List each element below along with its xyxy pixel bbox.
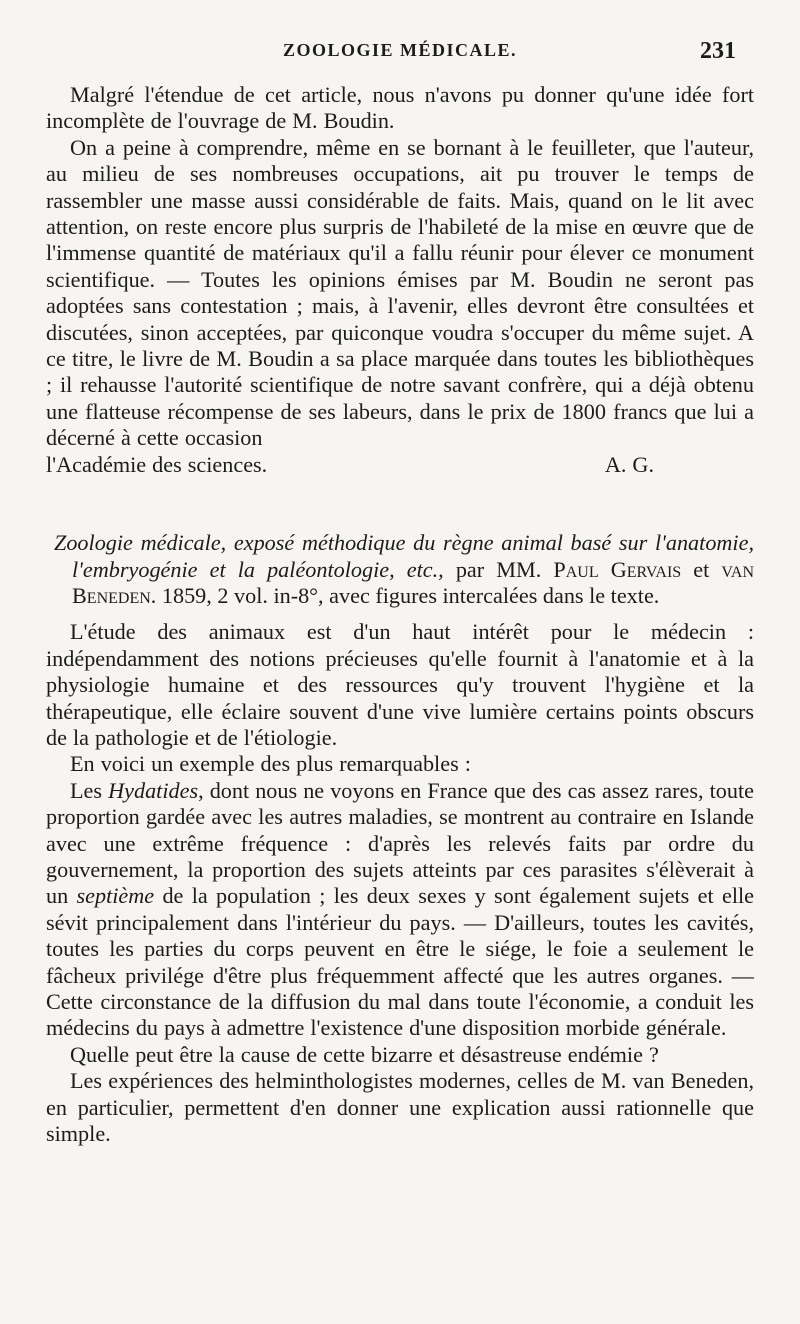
author-signature: A. G. bbox=[604, 451, 654, 477]
book-and: et bbox=[681, 556, 722, 582]
review-paragraph-2: On a peine à comprendre, même en se bornant à le feuilleter, que l'auteur, au milieu de ses nombreuses occupations, ait pu trouver le temps de rassembler une masse aussi considérable de faits. Mais, quand on le lit avec attention, on reste encore plus surpris de l'habileté de la mise en œuvre que de l'immense quantité de matériaux qu'il a fallu réunir pour élever ce monument scientifique. — Toutes les opinions émises par M. Boudin ne seront pas adoptées sans contestation ; mais, à l'avenir, elles devront être consultées et discutées, sinon acceptées, par quiconque voudra s'occuper du même sujet. A ce titre, le livre de M. Boudin a sa place marquée dans toutes les bibliothèques ; il rehausse l'autorité scientifique de notre savant confrère, qui a déjà obtenu une flatteuse récompense de ses labeurs, dans le prix de 1800 francs que lui a décerné à cette occasion bbox=[46, 134, 754, 451]
body-paragraph-3 bbox=[46, 778, 754, 1042]
review-paragraph-1: Malgré l'étendue de cet article, nous n'avons pu donner qu'une idée fort incomplète de l'ouvrage de M. Boudin. bbox=[46, 82, 754, 134]
book-author-1: Paul Gervais bbox=[553, 556, 682, 582]
body-paragraph-4: Quelle peut être la cause de cette bizarre et désastreuse endémie ? bbox=[70, 1041, 659, 1067]
review-closing-line bbox=[46, 452, 754, 478]
body-paragraph-5: Les expériences des helminthologistes modernes, celles de M. van Beneden, en particulier, permettent d'en donner une explication aussi rationnelle que simple. bbox=[46, 1068, 754, 1147]
review-closing-text: l'Académie des sciences. bbox=[46, 451, 268, 477]
book-by: par MM. bbox=[443, 556, 554, 582]
p3-septieme: septième bbox=[76, 883, 155, 909]
running-title: ZOOLOGIE MÉDICALE. bbox=[283, 40, 518, 60]
p3-part-a: Les bbox=[70, 777, 109, 803]
book-reference bbox=[46, 530, 754, 609]
p3-hydatides: Hydatides bbox=[108, 777, 199, 803]
page-number: 231 bbox=[700, 38, 736, 64]
page-header bbox=[0, 38, 800, 68]
book-publication: . 1859, 2 vol. in-8°, avec figures intercalées dans le texte. bbox=[150, 582, 660, 608]
book-author-2: van Beneden bbox=[72, 556, 755, 608]
body-paragraph-2: En voici un exemple des plus remarquables : bbox=[70, 751, 471, 777]
book-title: Zoologie médicale, exposé méthodique du règne animal basé sur l'anatomie, l'embryogénie et la paléontologie, etc., bbox=[54, 530, 754, 582]
p3-part-b: , dont nous ne voyons en France que des cas assez rares, toute proportion gardée avec les autres maladies, se montrent au contraire en Islande avec une extrême fréquence : d'après les relevés faits par ordre du gouvernement, la proportion des sujets atteints par ces parasites s'élèverait à un bbox=[46, 777, 754, 909]
page-body bbox=[46, 82, 754, 1147]
p3-part-c: de la population ; les deux sexes y sont également sujets et elle sévit principalement dans l'intérieur du pays. — D'ailleurs, toutes les cavités, toutes les parties du corps peuvent en être le siége, le foie a seulement le fâcheux privilége d'être plus fréquemment affecté que les autres organes. — Cette circonstance de la diffusion du mal dans toute l'économie, a conduit les médecins du pays à admettre l'existence d'une disposition morbide générale. bbox=[46, 883, 754, 1041]
body-paragraph-1: L'étude des animaux est d'un haut intérêt pour le médecin : indépendamment des notions précieuses qu'elle fournit à l'anatomie et à la physiologie humaine et des ressources qu'y trouvent l'hygiène et la thérapeutique, elle éclaire souvent d'une vive lumière certains points obscurs de la pathologie et de l'étiologie. bbox=[46, 619, 754, 750]
